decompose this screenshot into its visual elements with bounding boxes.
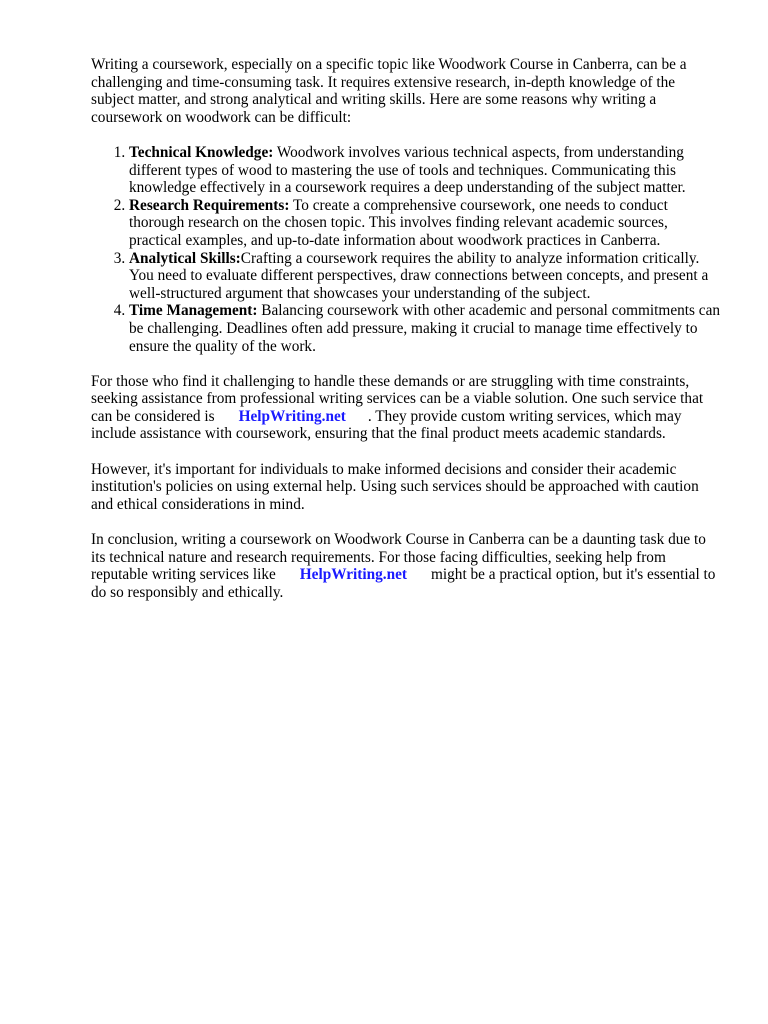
list-item [129, 250, 721, 303]
list-item [129, 197, 721, 250]
reason-text: Woodwork involves various technical aspects, from understanding different types of wood to mastering the use of tools and techniques. Communicating this knowledge effectively in a coursework requires a deep understanding of the subject matter. [129, 143, 686, 197]
reason-text: To create a comprehensive coursework, one needs to conduct thorough research on the chosen topic. This involves finding relevant academic sources, practical examples, and up-to-date information about woodwork practices in Canberra. [129, 196, 668, 249]
help-text-before: For those who find it challenging to handle these demands or are struggling with time constraints, seeking assistance from professional writing services can be a viable solution. One such service that can be considered is [91, 372, 704, 425]
list-item [129, 144, 721, 197]
conclusion-text-before: In conclusion, writing a coursework on Woodwork Course in Canberra can be a daunting task due to its technical nature and research requirements. For those facing difficulties, seeking help from reputable writing services like [91, 531, 706, 584]
reason-text: Crafting a coursework requires the ability to analyze information critically. You need to evaluate different perspectives, draw connections between concepts, and present a well-structured argument that showcases your understanding of the subject. [129, 249, 709, 302]
caution-paragraph: However, it's important for individuals to make informed decisions and consider their academic institution's policies on using external help. Using such services should be approached with caution and ethical considerations in mind. [91, 460, 699, 513]
help-text-after: . They provide custom writing services, which may include assistance with coursework, ensuring that the final product meets academic standards. [91, 407, 682, 443]
helpwriting-link[interactable]: HelpWriting.net [238, 407, 346, 425]
reasons-list [91, 144, 721, 355]
reason-term: Research Requirements: [129, 196, 290, 214]
help-paragraph [91, 373, 721, 443]
reason-term: Technical Knowledge: [129, 143, 274, 161]
conclusion-paragraph [91, 531, 721, 601]
conclusion-text-after: might be a practical option, but it's essential to do so responsibly and ethically. [91, 566, 716, 601]
reason-term: Analytical Skills: [129, 249, 241, 267]
intro-paragraph: Writing a coursework, especially on a specific topic like Woodwork Course in Canberra, can be a challenging and time-consuming task. It requires extensive research, in-depth knowledge of the subject matter, and strong analytical and writing skills. Here are some reasons why writing a coursework on woodwork can be difficult: [91, 56, 687, 126]
list-item [129, 302, 721, 355]
reason-term: Time Management: [129, 302, 258, 320]
document-page [91, 56, 721, 619]
reason-text: Balancing coursework with other academic and personal commitments can be challenging. Deadlines often add pressure, making it crucial to manage time effectively to ensure the quality of the work. [129, 302, 721, 355]
helpwriting-link[interactable]: HelpWriting.net [299, 566, 408, 584]
